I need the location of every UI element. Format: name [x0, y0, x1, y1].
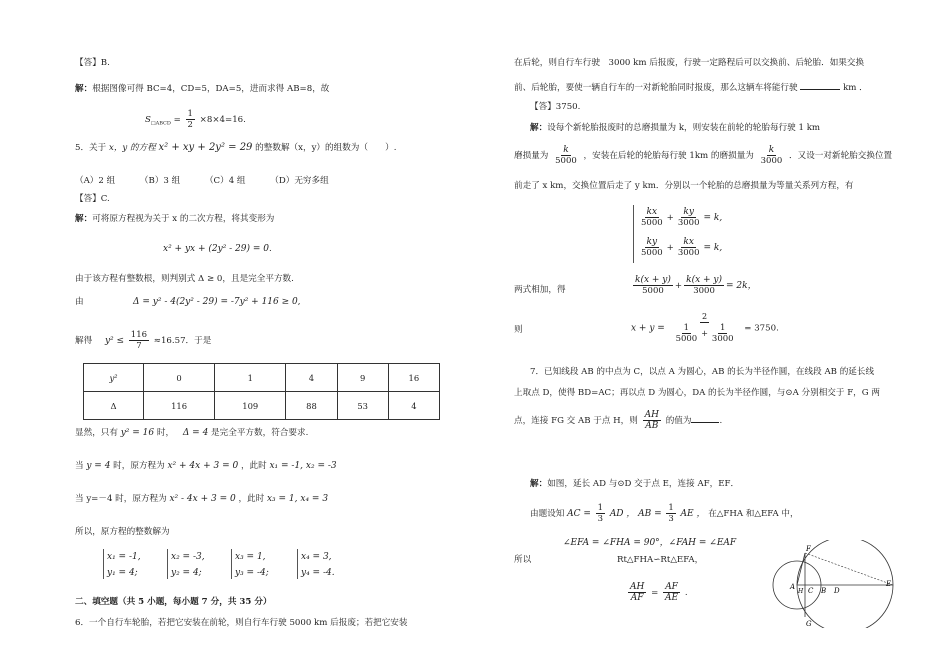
frac-num: ky	[646, 237, 658, 247]
q7c-2: 的值为	[665, 416, 692, 426]
sum-equation: $\frac{k(x + y)}{5000}$ + $\frac{k(x + y)}{3000}$ = 2k，	[635, 275, 757, 296]
case2-eq: x² - 4x + 3 = 0	[169, 494, 236, 504]
case1-b: 时，原方程为	[113, 461, 165, 471]
question-6-c	[514, 80, 868, 94]
area-formula	[145, 106, 246, 138]
table-cell: 116	[144, 392, 215, 420]
ratio-equation	[626, 578, 688, 608]
case1-c: ，此时	[240, 461, 267, 471]
equation-2-comma: ,	[297, 297, 301, 307]
section-2-heading: 二、填空题（共 5 小题，每小题 7 分，共 35 分）	[75, 597, 272, 607]
area-symbol: S	[145, 115, 151, 125]
equation-2	[133, 296, 301, 308]
line-ef	[805, 553, 893, 585]
q7c-3: .	[719, 416, 723, 426]
fraction	[674, 323, 700, 344]
table-row	[84, 364, 440, 392]
frac-den: 5000	[641, 248, 663, 258]
inequality-tail: ≈16.57．于是	[153, 336, 212, 346]
ratio-equals: =	[651, 588, 659, 598]
fraction	[628, 582, 646, 603]
fraction	[639, 237, 665, 258]
frac-num: 1	[668, 503, 674, 513]
case2-a: 当 y=－4 时，原方程为	[75, 494, 167, 504]
solution-4-line	[75, 83, 329, 95]
result-equation	[631, 312, 779, 344]
answer-6: 【答】3750.	[530, 102, 581, 112]
table-cell: 4	[388, 392, 439, 420]
label-d: D	[834, 587, 840, 595]
values-table	[83, 363, 440, 420]
solution-5-a	[75, 213, 274, 225]
line-af	[797, 553, 805, 585]
sol5c-a: 显然，只有	[75, 428, 118, 438]
case2-c: ，此时	[238, 494, 265, 504]
eq-rhs: = 2k，	[726, 281, 757, 291]
case1-y: y = 4	[86, 461, 111, 471]
table-cell: y²	[84, 364, 144, 392]
ratio-period: .	[684, 588, 688, 598]
question-5-num: 5．关于	[75, 143, 107, 153]
option-a: （A）2 组	[75, 176, 116, 186]
solution-5-a-text: 可将原方程视为关于 x 的二次方程，将其变形为	[92, 214, 275, 224]
frac-den: 3000	[760, 156, 783, 166]
frac-den: 3000	[711, 334, 734, 344]
solution-label: 解：	[530, 123, 548, 133]
half-fraction	[186, 109, 195, 130]
frac-den: AF	[630, 593, 644, 603]
area-result: ×8×4=16.	[199, 115, 246, 125]
question-5-options	[75, 175, 329, 187]
result-lhs: x + y =	[631, 323, 665, 334]
system-eq-1: $\frac{kx}{5000}$ + $\frac{ky}{3000}$ = k,	[641, 207, 723, 228]
solution-7-b	[530, 500, 799, 528]
brace	[231, 549, 232, 579]
question-5	[75, 142, 397, 154]
question-7-b: 上取点 D，使得 BD=AC；再以点 D 为圆心，DA 的长为半径作圆，与⊙A 分别相交于 F，G 两	[514, 388, 880, 398]
frac-num: k(x + y)	[635, 275, 671, 285]
sol7b-2: 在△FHA 和△EFA 中，	[708, 509, 799, 519]
you-label: 由	[75, 297, 84, 307]
solution-5-c	[75, 427, 308, 439]
case1-a: 当	[75, 461, 84, 471]
frac-den: AE	[665, 593, 679, 603]
wear-rear-fraction	[759, 145, 785, 166]
table-cell: 109	[215, 392, 286, 420]
question-5-vars: x，y 的方程	[108, 143, 156, 153]
sol6b-1: 磨损量为	[514, 151, 549, 161]
case1-x: x₁ = -1, x₂ = -3	[269, 461, 337, 471]
area-subscript: □ABCD	[150, 120, 171, 127]
frac-num: 2	[702, 312, 708, 321]
question-5-equation: x² + xy + 2y² = 29	[158, 142, 253, 153]
solution-x1: x₁ = -1,	[107, 552, 141, 562]
sol5c-eq1: y² = 16	[120, 428, 155, 438]
solution-6-a	[530, 122, 820, 134]
q7-fraction	[643, 410, 661, 431]
table-cell: 16	[388, 364, 439, 392]
solution-label: 解：	[75, 84, 93, 94]
solution-x3: x₃ = 1,	[235, 552, 266, 562]
solution-x4: x₄ = 3,	[301, 552, 332, 562]
fraction	[596, 503, 605, 524]
sol6b-3: ．又设一对新轮胎交换位置	[789, 151, 893, 161]
frac-num: 1	[597, 503, 604, 513]
brace	[103, 549, 104, 579]
answer-blank	[691, 413, 719, 423]
table-cell: 9	[337, 364, 388, 392]
solution-6-c: 前走了 x km，交换位置后走了 y km．分别以一个轮胎的总磨损量为等量关系列方程，有	[514, 181, 854, 191]
frac-num: k	[768, 145, 775, 155]
frac-den: 5000	[675, 334, 698, 344]
inequality-numerator: 116	[130, 330, 148, 340]
frac-den: AB	[645, 421, 659, 431]
question-7-c	[514, 406, 722, 436]
sol6a-text: 设每个新轮胎报废时的总磨损量为 k，则安装在前轮的轮胎每行驶 1 km	[547, 123, 821, 133]
half-numerator: 1	[187, 109, 193, 119]
inequality-lhs: y² ≤	[104, 336, 125, 346]
label-b: B	[821, 587, 827, 595]
eq-rhs: = k,	[703, 243, 723, 253]
frac-num: k	[563, 145, 569, 155]
sol7b-ab: AB =	[638, 509, 662, 519]
similar-triangles: Rt△FHA∽Rt△EFA，	[617, 555, 704, 565]
frac-num: 1	[720, 323, 726, 333]
sol7b-ad: AD ，	[609, 509, 636, 519]
frac-den: 3000	[677, 218, 700, 228]
solution-7-a	[530, 478, 739, 490]
frac-den: 3000	[677, 248, 700, 258]
label-e: E	[886, 580, 892, 588]
option-d: （D）无穷多组	[270, 176, 329, 186]
label-f: F	[806, 545, 811, 553]
suoyi-label: 所以	[514, 555, 532, 565]
solution-6-b	[514, 142, 892, 170]
fraction	[676, 237, 702, 258]
sol5c-b: 时，	[156, 428, 175, 438]
solution-5-b: 由于该方程有整数根，则判别式 Δ ≥ 0，且是完全平方数.	[75, 274, 294, 284]
solution-label: 解：	[75, 214, 93, 224]
question-5-tail: 的整数解（x，y）的组数为（ ）.	[255, 143, 397, 153]
fraction	[633, 275, 673, 296]
area-equals: =	[173, 115, 181, 125]
frac-num: AH	[644, 410, 659, 420]
frac-den: 5000	[642, 286, 664, 296]
geometry-figure	[770, 540, 900, 628]
q7c-1: 点，连接 FG 交 AB 于点 H，则	[514, 416, 638, 426]
q6c-text: 前、后轮胎，要使一辆自行车的一对新轮胎同时报废，那么这辆车将能行驶	[514, 83, 798, 93]
frac-num: k(x + y)	[686, 275, 723, 285]
solution-5-d: 所以，原方程的整数解为	[75, 527, 170, 537]
solution-4-text: 根据图像可得 BC=4，CD=5，DA=5，进而求得 AB=8，故	[92, 84, 330, 94]
fraction	[663, 582, 680, 603]
add-label: 两式相加，得	[514, 285, 566, 295]
fraction	[676, 207, 702, 228]
solution-label: 解：	[530, 479, 548, 489]
answer-5: 【答】C.	[75, 194, 110, 204]
system-eq-2: $\frac{ky}{5000}$ + $\frac{kx}{3000}$ = k,	[641, 237, 723, 258]
table-row	[84, 392, 440, 420]
label-g: G	[806, 620, 812, 628]
compound-fraction	[670, 312, 740, 344]
frac-den: 3	[597, 514, 604, 524]
equation-1-text: x² + yx + (2y² - 29) = 0	[163, 244, 270, 254]
table-cell: 0	[144, 364, 215, 392]
table-cell: 88	[286, 392, 337, 420]
frac-den: 3	[668, 514, 674, 524]
frac-num: ky	[683, 207, 694, 217]
sol7b-1: 由题设知	[530, 509, 565, 519]
frac-num: kx	[683, 237, 694, 247]
frac-num: AF	[665, 582, 678, 592]
answer-blank	[800, 80, 840, 90]
inequality-fraction	[129, 330, 149, 351]
brace	[297, 549, 298, 579]
solution-y3: y₃ = -4;	[235, 568, 269, 578]
sol7b-ac: AC =	[567, 509, 591, 519]
question-6-b: 在后轮，则自行车行驶 3000 km 后报废，行驶一定路程后可以交换前、后轮胎．如果交换	[514, 58, 865, 68]
question-6-start: 6．一个自行车轮胎，若把它安装在前轮，则自行车行驶 5000 km 后报废；若把它安装	[75, 618, 408, 628]
case2-x: x₃ = 1, x₄ = 3	[266, 494, 329, 504]
wear-front-fraction	[553, 145, 579, 166]
eq-rhs: = k,	[703, 213, 723, 223]
sol5c-eq2: Δ = 4	[182, 428, 209, 438]
option-c: （C）4 组	[204, 176, 246, 186]
brace	[167, 549, 168, 579]
sol6b-2: ，安装在后轮的轮胎每行驶 1km 的磨损量为	[583, 151, 754, 161]
case-2	[75, 493, 328, 505]
frac-num: AH	[630, 582, 645, 592]
case1-eq: x² + 4x + 3 = 0	[167, 461, 239, 471]
equation-1-period: .	[269, 244, 272, 254]
sol7b-ae: AE ，	[680, 509, 706, 519]
ze-label: 则	[514, 325, 523, 335]
half-denominator: 2	[187, 120, 193, 130]
label-c: C	[808, 587, 814, 595]
solution-y1: y₁ = 4;	[107, 568, 138, 578]
fraction	[639, 207, 665, 228]
equation-1	[163, 243, 272, 255]
answer-4: 【答】B.	[75, 58, 110, 68]
inequality-denominator: 7	[136, 341, 142, 351]
brace	[633, 205, 634, 263]
question-7-a: 7．已知线段 AB 的中点为 C，以点 A 为圆心，AB 的长为半径作圆，在线段 AB 的延长线	[530, 367, 875, 377]
case-1	[75, 460, 337, 472]
frac-den: 5000	[555, 156, 577, 166]
table-cell: 4	[286, 364, 337, 392]
solution-y4: y₄ = -4.	[301, 568, 335, 578]
frac-den: 3000	[693, 286, 715, 296]
option-b: （B）3 组	[139, 176, 181, 186]
fraction	[666, 503, 675, 524]
solution-y2: y₂ = 4;	[171, 568, 202, 578]
label-a: A	[790, 583, 796, 591]
sol5c-c: 是完全平方数，符合要求.	[211, 428, 309, 438]
label-h: H	[798, 588, 804, 595]
compound-denominator: $\frac{1}{5000}$ + $\frac{1}{3000}$	[675, 323, 734, 344]
angle-equalities: ∠EFA = ∠FHA = 90°，∠FAH = ∠EAF	[563, 538, 737, 548]
result-rhs: = 3750.	[744, 323, 779, 334]
jiede-label: 解得	[75, 336, 93, 346]
solution-x2: x₂ = -3,	[171, 552, 205, 562]
frac-num: 1	[683, 323, 690, 333]
table-cell: 1	[215, 364, 286, 392]
q6c-unit: km ．	[843, 83, 868, 93]
sol7a-text: 如图，延长 AD 与⊙D 交于点 E，连接 AF，EF．	[547, 479, 740, 489]
table-cell: Δ	[84, 392, 144, 420]
frac-den: 5000	[641, 218, 663, 228]
fraction	[710, 323, 736, 344]
frac-num: kx	[646, 207, 658, 217]
table-cell: 53	[337, 392, 388, 420]
equation-2-text: Δ = y² - 4(2y² - 29) = -7y² + 116 ≥ 0	[133, 297, 298, 307]
circle-d	[797, 540, 893, 628]
inequality-line	[75, 327, 211, 355]
fraction	[684, 275, 724, 296]
